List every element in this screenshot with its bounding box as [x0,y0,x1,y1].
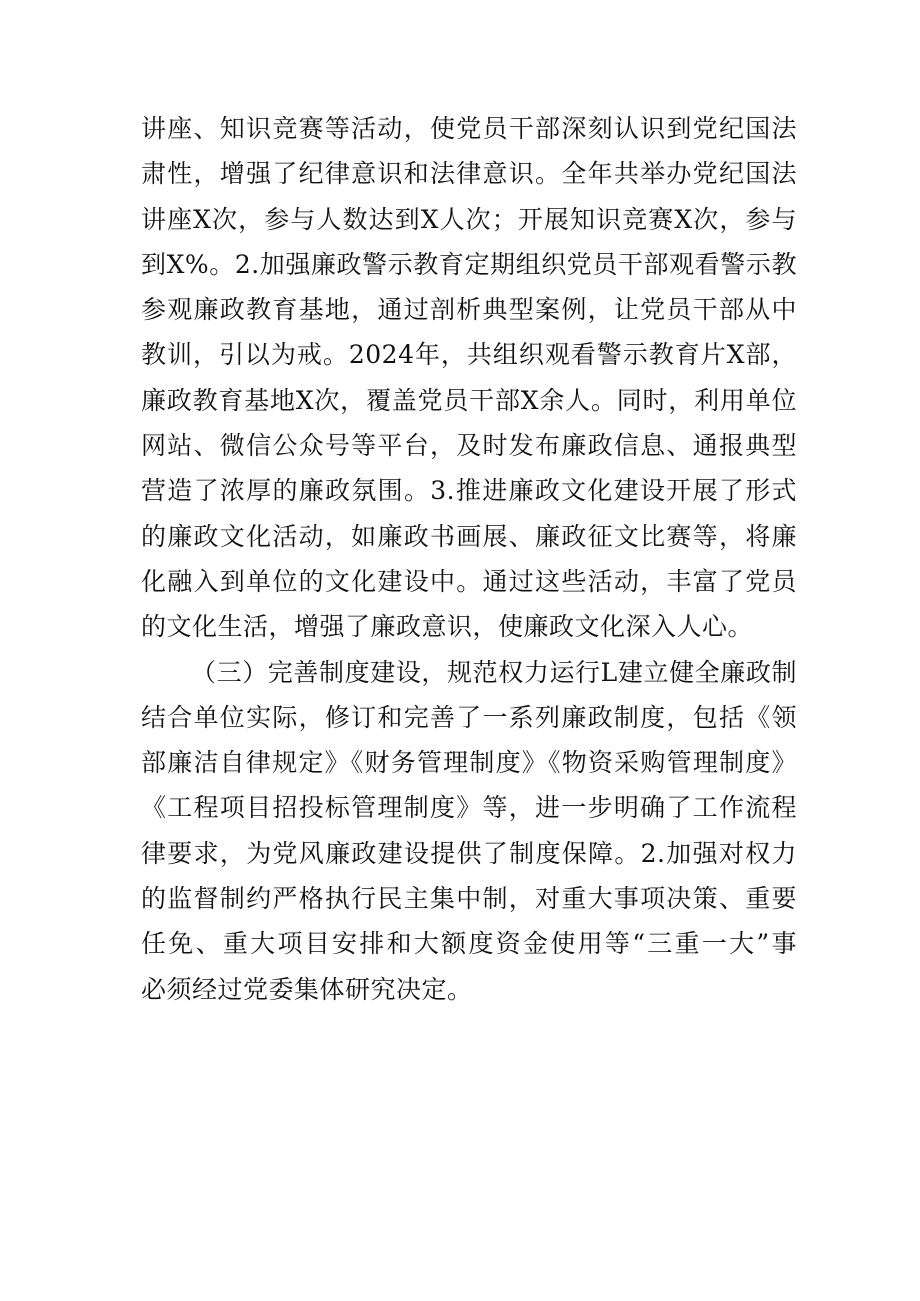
text-line: 网站、微信公众号等平台，及时发布廉政信息、通报典型 [141,431,797,461]
text-line: 肃性，增强了纪律意识和法律意识。全年共举办党纪国法 [141,159,797,189]
text-line: 结合单位实际，修订和完善了一系列廉政制度，包括《领 [141,702,797,732]
text-line: 讲座、知识竞赛等活动，使党员干部深刻认识到党纪国法 [141,114,797,143]
text-line: 廉政教育基地X次，覆盖党员干部X余人。同时，利用单位 [141,385,797,415]
text-line: 的廉政文化活动，如廉政书画展、廉政征文比赛等，将廉 [141,521,797,551]
text-line: 参观廉政教育基地，通过剖析典型案例，让党员干部从中 [141,295,797,325]
text-line: 的监督制约严格执行民主集中制，对重大事项决策、重要 [141,884,797,914]
text-line: 律要求，为党风廉政建设提供了制度保障。2.加强对权力 [141,838,797,868]
text-line: 到X%。2.加强廉政警示教育定期组织党员干部观看警示教 [141,249,797,279]
text-line: （三）完善制度建设，规范权力运行L建立健全廉政制 [191,657,797,687]
text-line: 任免、重大项目安排和大额度资金使用等“三重一大”事 [141,929,797,959]
text-line: 营造了浓厚的廉政氛围。3.推进廉政文化建设开展了形式 [141,476,797,506]
text-line: 讲座X次，参与人数达到X人次；开展知识竞赛X次，参与 [141,204,797,234]
text-line: 教训，引以为戒。2024年，共组织观看警示教育片X部， [141,340,797,370]
text-line: 必须经过党委集体研究决定。 [141,974,473,1004]
text-line: 《工程项目招投标管理制度》等，进一步明确了工作流程 [141,793,797,823]
text-line: 部廉洁自律规定》《财务管理制度》《物资采购管理制度》 [141,748,797,778]
text-line: 的文化生活，增强了廉政意识，使廉政文化深入人心。 [141,612,754,642]
text-line: 化融入到单位的文化建设中。通过这些活动，丰富了党员 [141,566,797,596]
body-text [141,106,797,1012]
